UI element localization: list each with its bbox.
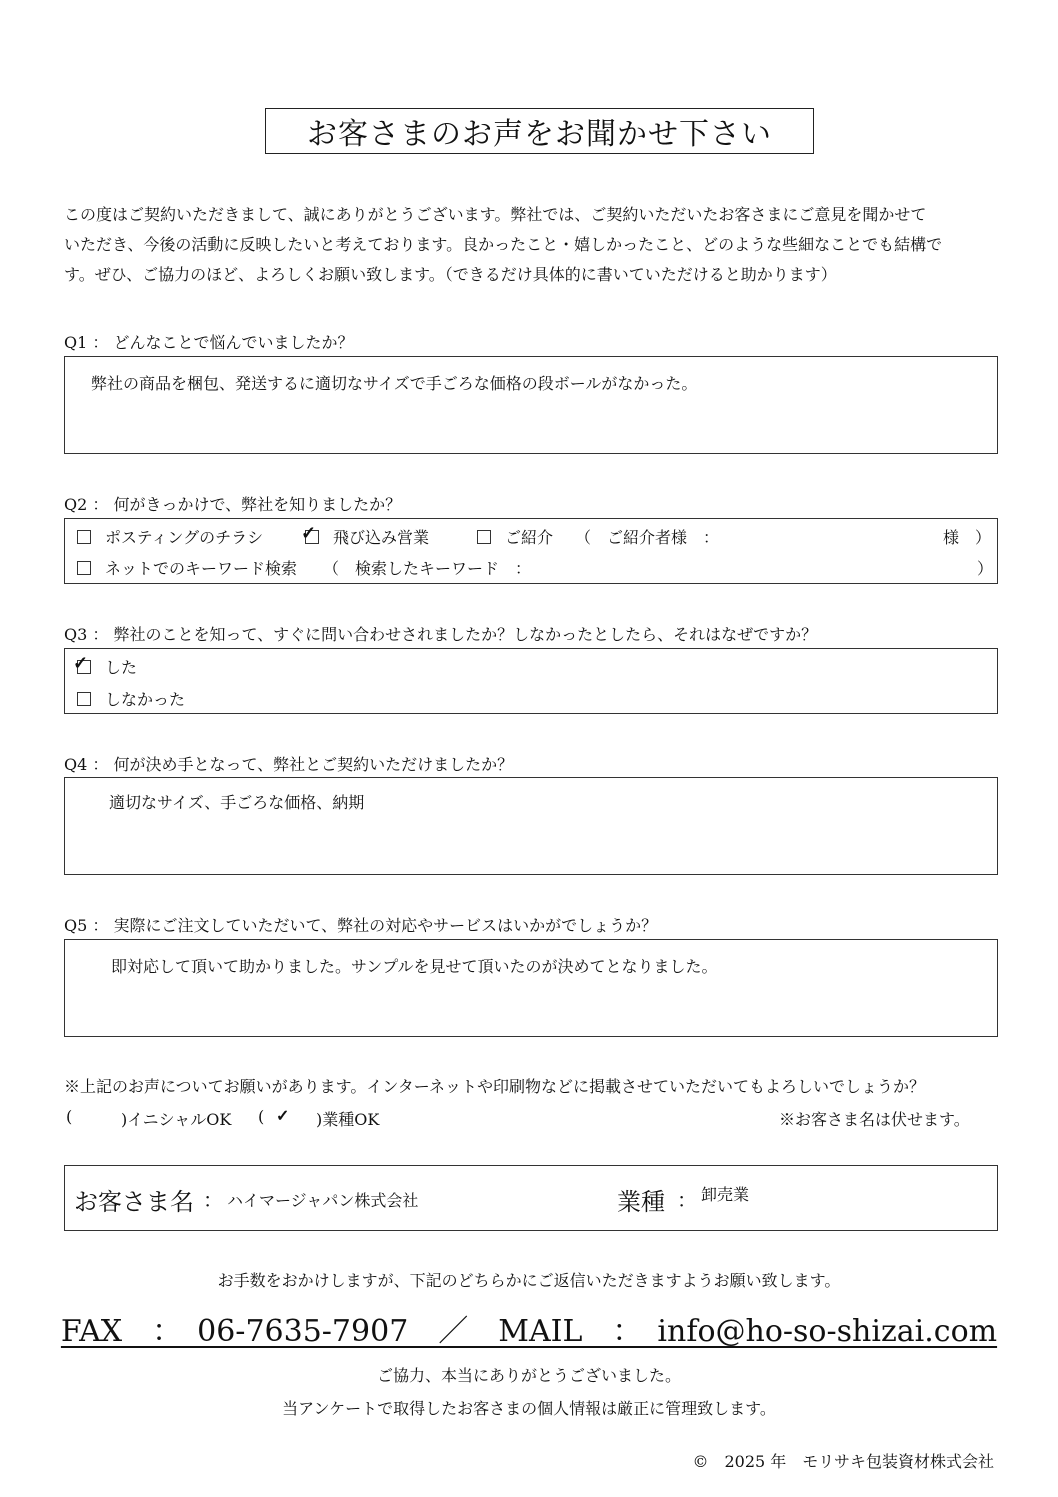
page-title: お客さまのお声をお聞かせ下さい xyxy=(265,108,814,154)
checkbox-checked-icon[interactable] xyxy=(301,523,319,544)
referral-name-close: 様 ） xyxy=(943,528,992,547)
q5-label: Q5 ： 実際にご注文していただいて、弊社の対応やサービスはいかがでしょうか？ xyxy=(64,916,658,935)
contact-fax-mail[interactable]: FAX ： 06-7635-7907 ／ MAIL ： info@ho-so-shizai.com xyxy=(60,1314,998,1349)
q1-label: Q1 ： どんなことで悩んでいましたか？ xyxy=(64,333,354,352)
q4-answer: 適切なサイズ、手ごろな価格、納期 xyxy=(109,793,365,812)
q2-options-box xyxy=(64,518,998,584)
thanks-message: ご協力、本当にありがとうございました。 xyxy=(376,1366,681,1385)
keyword-open: （ 検索したキーワード ： xyxy=(323,559,532,578)
q2-label: Q2 ： 何がきっかけで、弊社を知りましたか？ xyxy=(64,495,402,514)
intro-line: す。ぜひ、ご協力のほど、よろしくお願い致します。（できるだけ具体的に書いていただけると助かります） xyxy=(64,265,837,284)
privacy-note: 当アンケートで取得したお客さまの個人情報は厳正に管理致します。 xyxy=(282,1399,776,1418)
industry-colon: ： xyxy=(677,1188,697,1212)
option-referral-label: ご紹介 xyxy=(505,528,554,547)
q3-label: Q3 ： 弊社のことを知って、すぐに問い合わせされましたか？しなかったとしたら、それはなぜですか？ xyxy=(64,625,818,644)
intro-line: いただき、今後の活動に反映したいと考えております。良かったこと・嬉しかったこと、どのような些細なことでも結構で xyxy=(64,235,943,254)
option-sales-label: 飛び込み営業 xyxy=(333,528,430,547)
option-posting-label: ポスティングのチラシ xyxy=(105,528,264,547)
keyword-close: ） xyxy=(977,559,994,578)
intro-line: この度はご契約いただきまして、誠にありがとうございます。弊社では、ご契約いただいたお客さまにご意見を聞かせて xyxy=(64,205,927,224)
option-no-label: しなかった xyxy=(105,690,186,709)
checkbox-checked-icon[interactable] xyxy=(73,653,91,674)
initial-ok-option[interactable]: )イニシャルOK xyxy=(121,1110,232,1129)
q4-label: Q4 ： 何が決め手となって、弊社とご契約いただけましたか？ xyxy=(64,755,514,774)
checkmark-icon: ✓ xyxy=(276,1106,290,1125)
q4-answer-box[interactable] xyxy=(64,777,998,875)
paren-open-industry: ( xyxy=(258,1107,265,1126)
publish-note: ※上記のお声についてお願いがあります。インターネットや印刷物などに掲載させていただいてもよろしいでしょうか？ xyxy=(64,1077,925,1096)
industry-label: 業種 xyxy=(617,1188,665,1216)
copyright: © 2025 年 モリサキ包装資材株式会社 xyxy=(692,1452,994,1471)
industry-value[interactable]: 卸売業 xyxy=(701,1185,750,1204)
anonymity-note: ※お客さま名は伏せます。 xyxy=(779,1110,970,1129)
customer-info-box xyxy=(64,1165,998,1231)
contact-line[interactable] xyxy=(0,1306,1058,1350)
customer-name-label: お客さま名 xyxy=(74,1188,194,1216)
checkbox-icon[interactable] xyxy=(77,692,91,706)
q5-answer: 即対応して頂いて助かりました。サンプルを見せて頂いたのが決めてとなりました。 xyxy=(111,957,718,976)
customer-name-colon: ： xyxy=(203,1188,223,1212)
option-sales[interactable] xyxy=(301,523,430,548)
paren-open-initial: ( xyxy=(66,1107,73,1126)
industry-ok-option[interactable]: )業種OK xyxy=(316,1110,380,1129)
q3-options-box xyxy=(64,648,998,714)
intro-paragraph xyxy=(64,200,1004,290)
checkmark-icon: ✓ xyxy=(301,523,317,544)
q1-answer: 弊社の商品を梱包、発送するに適切なサイズで手ごろな価格の段ボールがなかった。 xyxy=(91,374,698,393)
option-no[interactable] xyxy=(77,687,185,710)
q5-answer-box[interactable] xyxy=(64,939,998,1037)
customer-name-value[interactable]: ハイマージャパン株式会社 xyxy=(227,1191,419,1210)
option-net-search-label: ネットでのキーワード検索 xyxy=(105,559,298,578)
reply-request: お手数をおかけしますが、下記のどちらかにご返信いただきますようお願い致します。 xyxy=(217,1271,841,1290)
option-net-search[interactable] xyxy=(77,556,297,579)
checkbox-icon[interactable] xyxy=(77,561,91,575)
option-yes-label: した xyxy=(105,658,138,677)
q1-answer-box[interactable] xyxy=(64,356,998,454)
referral-name-open: （ ご紹介者様 ： xyxy=(575,528,720,547)
option-posting[interactable] xyxy=(77,525,263,548)
option-referral[interactable] xyxy=(477,525,553,548)
checkbox-icon[interactable] xyxy=(77,530,91,544)
option-yes[interactable] xyxy=(73,653,138,678)
checkbox-icon[interactable] xyxy=(477,530,491,544)
checkmark-icon: ✓ xyxy=(73,653,89,674)
